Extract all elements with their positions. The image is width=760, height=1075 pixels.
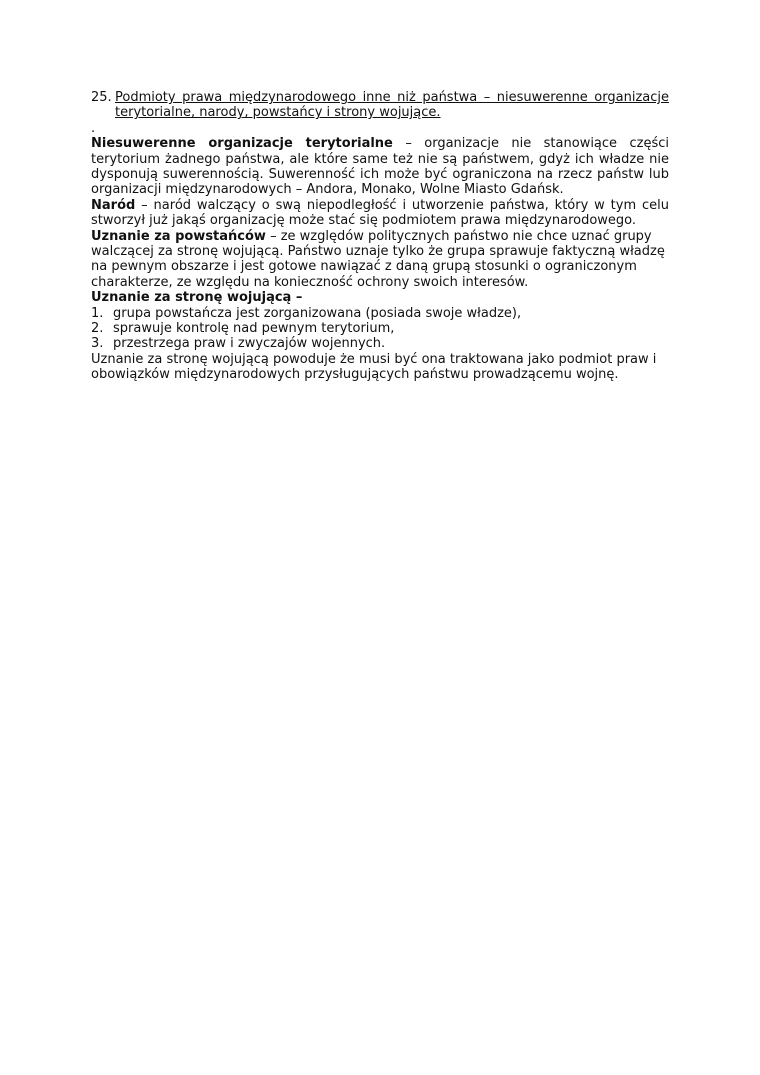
stray-dot: . bbox=[91, 120, 96, 136]
paragraph-line: organizacji międzynarodowych – Andora, Monako, Wolne Miasto Gdańsk. bbox=[91, 182, 564, 198]
definition-text: – naród walczący o swą niepodległość i utworzenie państwa, który w tym celu bbox=[135, 197, 669, 213]
paragraph-line: dysponują suwerennością. Suwerenność ich może być ograniczona na rzecz państw lub bbox=[91, 167, 669, 183]
paragraph-line: Uznanie za stronę wojującą powoduje że musi być ona traktowana jako podmiot praw i bbox=[91, 351, 657, 367]
list-item-text: grupa powstańcza jest zorganizowana (posiada swoje władze), bbox=[113, 305, 522, 321]
paragraph-line bbox=[91, 136, 669, 151]
document-page bbox=[91, 90, 669, 383]
definition-text: – organizacje nie stanowiące części bbox=[392, 136, 669, 152]
list-item-number: 1. bbox=[91, 305, 104, 321]
term-wojujaca: Uznanie za stronę wojującą bbox=[91, 290, 292, 306]
paragraph-powstancy bbox=[91, 229, 669, 291]
paragraph-narod bbox=[91, 198, 669, 229]
paragraph-line: walczącej za stronę wojującą. Państwo uznaje tylko że grupa sprawuje faktyczną władzę bbox=[91, 244, 665, 260]
paragraph-line bbox=[91, 290, 669, 305]
paragraph-line: na pewnym obszarze i jest gotowe nawiązać z daną grupą stosunki o ograniczonym bbox=[91, 259, 637, 275]
list-item-number: 2. bbox=[91, 321, 104, 337]
list-item-text: przestrzega praw i zwyczajów wojennych. bbox=[113, 336, 386, 352]
list-item-text: sprawuje kontrolę nad pewnym terytorium, bbox=[113, 321, 395, 337]
term-suffix: – bbox=[291, 290, 303, 306]
paragraph-line: obowiązków międzynarodowych przysługujących państwu prowadzącemu wojnę. bbox=[91, 367, 619, 383]
list-item-number: 3. bbox=[91, 336, 104, 352]
conditions-list bbox=[91, 306, 669, 352]
list-item bbox=[91, 336, 669, 351]
heading-number: 25. bbox=[91, 90, 112, 105]
list-item bbox=[91, 321, 669, 336]
heading-title-line-2: terytorialne, narody, powstańcy i strony wojujące. bbox=[115, 105, 441, 121]
paragraph-line: stworzył już jakąś organizację może stać się podmiotem prawa międzynarodowego. bbox=[91, 213, 637, 229]
section-heading bbox=[91, 90, 669, 121]
paragraph-line bbox=[91, 229, 669, 244]
paragraph-line: terytorium żadnego państwa, ale które same też nie są państwem, gdyż ich władze nie bbox=[91, 151, 669, 167]
term-niesuwerenne: Niesuwerenne organizacje terytorialne bbox=[91, 136, 393, 152]
term-powstancy: Uznanie za powstańców bbox=[91, 228, 266, 244]
heading-title-line-1: Podmioty prawa międzynarodowego inne niż państwa – niesuwerenne organizacje bbox=[115, 90, 669, 105]
term-narod: Naród bbox=[91, 197, 136, 213]
paragraph-line bbox=[91, 198, 669, 213]
definition-text: – ze względów politycznych państwo nie chce uznać grupy bbox=[265, 228, 652, 244]
paragraph-line: charakterze, ze względu na konieczność ochrony swoich interesów. bbox=[91, 274, 529, 290]
heading-title bbox=[115, 90, 669, 121]
list-item bbox=[91, 306, 669, 321]
paragraph-wojujaca bbox=[91, 290, 669, 382]
paragraph-niesuwerenne bbox=[91, 136, 669, 198]
